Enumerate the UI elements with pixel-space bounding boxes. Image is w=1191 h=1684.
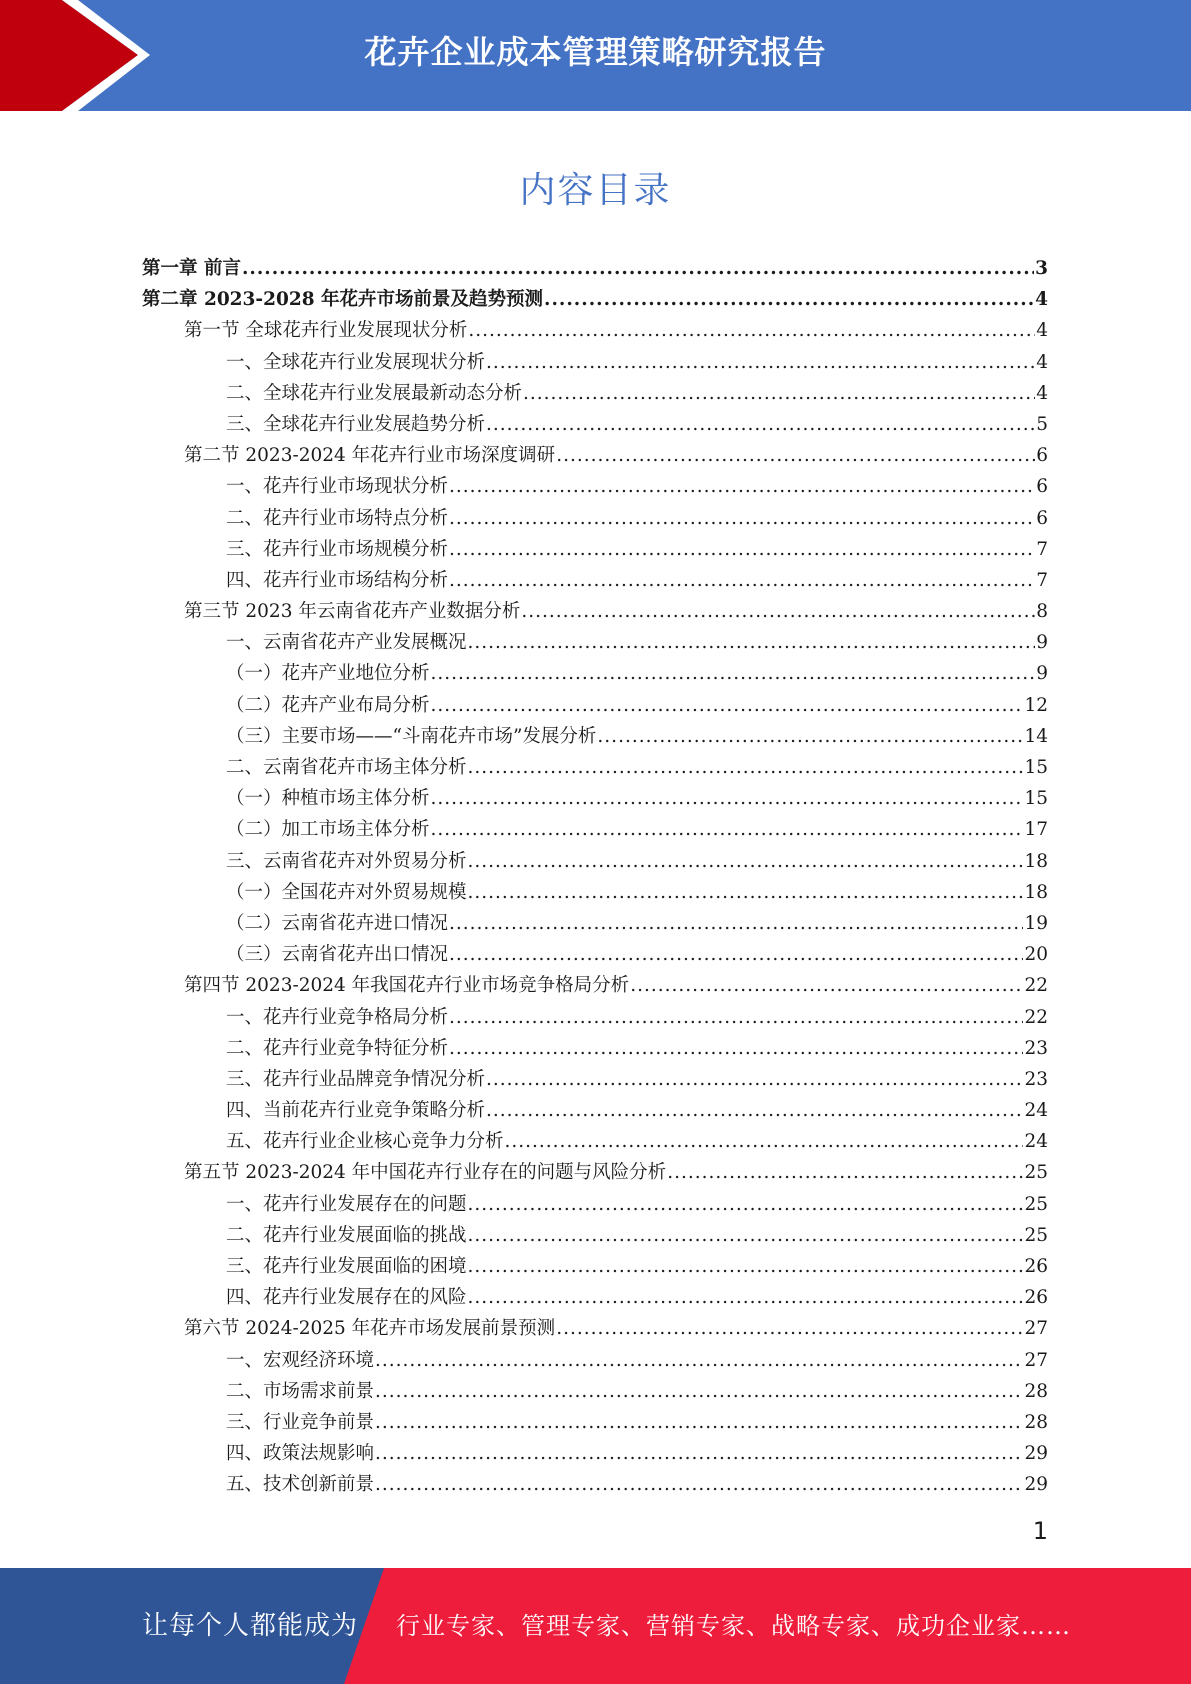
toc-entry-page: 7 bbox=[1036, 569, 1048, 591]
toc-entry[interactable] bbox=[140, 814, 1048, 845]
toc-dot-leader bbox=[449, 939, 1023, 970]
toc-entry-page: 22 bbox=[1024, 975, 1048, 997]
toc-entry-page: 19 bbox=[1024, 912, 1048, 934]
toc-entry-label: 第二章 2023-2028 年花卉市场前景及趋势预测 bbox=[142, 289, 544, 311]
toc-entry-page: 15 bbox=[1024, 788, 1048, 810]
toc-entry-page: 12 bbox=[1024, 694, 1048, 716]
toc-entry-label: 第三节 2023 年云南省花卉产业数据分析 bbox=[184, 601, 521, 623]
toc-entry-label: 四、花卉行业发展存在的风险 bbox=[226, 1287, 467, 1309]
toc-dot-leader bbox=[505, 1126, 1024, 1157]
toc-dot-leader bbox=[431, 690, 1024, 721]
toc-entry-label: 四、当前花卉行业竞争策略分析 bbox=[226, 1100, 486, 1122]
toc-entry-label: 五、花卉行业企业核心竞争力分析 bbox=[226, 1131, 504, 1153]
toc-dot-leader bbox=[449, 565, 1035, 596]
toc-entry-label: （三）主要市场——“斗南花卉市场”发展分析 bbox=[226, 725, 597, 747]
toc-entry-label: （一）种植市场主体分析 bbox=[226, 788, 430, 810]
toc-entry-page: 23 bbox=[1024, 1068, 1048, 1090]
toc-entry[interactable] bbox=[140, 908, 1048, 939]
toc-entry[interactable] bbox=[140, 690, 1048, 721]
toc-dot-leader bbox=[468, 752, 1024, 783]
toc-dot-leader bbox=[630, 970, 1023, 1001]
toc-entry[interactable] bbox=[140, 1251, 1048, 1282]
toc-entry[interactable] bbox=[140, 378, 1048, 409]
toc-entry[interactable] bbox=[140, 471, 1048, 502]
toc-entry[interactable] bbox=[140, 721, 1048, 752]
toc-entry-label: 一、花卉行业发展存在的问题 bbox=[226, 1193, 467, 1215]
toc-entry[interactable] bbox=[140, 1157, 1048, 1188]
toc-dot-leader bbox=[544, 284, 1034, 315]
toc-entry-label: 二、云南省花卉市场主体分析 bbox=[226, 757, 467, 778]
toc-entry-page: 24 bbox=[1024, 1131, 1048, 1153]
toc-entry-page: 27 bbox=[1024, 1318, 1048, 1340]
toc-entry-label: 第一节 全球花卉行业发展现状分析 bbox=[184, 320, 468, 342]
report-footer bbox=[0, 1568, 1191, 1684]
toc-dot-leader bbox=[431, 814, 1024, 845]
toc-dot-leader bbox=[486, 1064, 1023, 1095]
toc-entry-label: （三）云南省花卉出口情况 bbox=[226, 944, 449, 966]
toc-entry[interactable] bbox=[140, 658, 1048, 689]
toc-entry-label: 第二节 2023-2024 年花卉行业市场深度调研 bbox=[184, 445, 556, 467]
toc-entry[interactable] bbox=[140, 1064, 1048, 1095]
toc-entry-page: 25 bbox=[1024, 1162, 1048, 1184]
toc-entry-page: 9 bbox=[1036, 632, 1048, 654]
toc-entry[interactable] bbox=[140, 1033, 1048, 1064]
toc-entry-label: 二、市场需求前景 bbox=[226, 1380, 375, 1402]
page-number: 1 bbox=[1032, 1517, 1048, 1545]
toc-entry[interactable] bbox=[140, 503, 1048, 534]
toc-dot-leader bbox=[486, 347, 1035, 378]
toc-entry-label: 二、花卉行业发展面临的挑战 bbox=[226, 1224, 467, 1246]
toc-entry-page: 17 bbox=[1024, 819, 1048, 841]
toc-dot-leader bbox=[449, 534, 1035, 565]
toc-dot-leader bbox=[468, 1251, 1024, 1282]
toc-entry-label: 二、花卉行业竞争特征分析 bbox=[226, 1037, 449, 1059]
toc-entry-label: 一、全球花卉行业发展现状分析 bbox=[226, 351, 486, 373]
toc-entry-label: 第四节 2023-2024 年我国花卉行业市场竞争格局分析 bbox=[184, 975, 630, 997]
toc-entry[interactable] bbox=[140, 1345, 1048, 1376]
toc-entry[interactable] bbox=[140, 409, 1048, 440]
report-title: 花卉企业成本管理策略研究报告 bbox=[364, 33, 827, 71]
toc-entry-label: 四、政策法规影响 bbox=[226, 1443, 375, 1465]
toc-dot-leader bbox=[431, 783, 1024, 814]
toc-dot-leader bbox=[449, 471, 1035, 502]
toc-entry[interactable] bbox=[140, 1407, 1048, 1438]
toc-dot-leader bbox=[449, 908, 1023, 939]
toc-entry-page: 24 bbox=[1024, 1100, 1048, 1122]
toc-entry-page: 25 bbox=[1024, 1224, 1048, 1246]
toc-entry-label: 一、云南省花卉产业发展概况 bbox=[226, 632, 467, 654]
toc-entry-page: 15 bbox=[1024, 757, 1048, 778]
toc-entry[interactable] bbox=[140, 1438, 1048, 1469]
toc-entry-page: 4 bbox=[1036, 320, 1048, 342]
toc-entry-page: 26 bbox=[1024, 1287, 1048, 1309]
toc-entry-label: 一、花卉行业竞争格局分析 bbox=[226, 1006, 449, 1028]
toc-entry[interactable] bbox=[140, 440, 1048, 471]
toc-entry[interactable] bbox=[140, 315, 1048, 346]
toc-title: 内容目录 bbox=[519, 170, 672, 211]
toc-entry-page: 22 bbox=[1024, 1006, 1048, 1028]
toc-entry-page: 6 bbox=[1036, 445, 1048, 467]
toc-dot-leader bbox=[375, 1376, 1023, 1407]
toc-dot-leader bbox=[449, 1002, 1023, 1033]
toc-entry-page: 4 bbox=[1036, 382, 1048, 404]
toc-entry-label: 三、行业竞争前景 bbox=[226, 1411, 375, 1433]
toc-entry-label: 三、花卉行业品牌竞争情况分析 bbox=[226, 1068, 486, 1090]
toc-entry[interactable] bbox=[140, 752, 1048, 783]
toc-entry-label: （一）花卉产业地位分析 bbox=[226, 663, 430, 685]
toc-entry-label: 一、花卉行业市场现状分析 bbox=[226, 476, 449, 498]
toc-dot-leader bbox=[468, 846, 1024, 877]
footer-slogan-right: 行业专家、管理专家、营销专家、战略专家、成功企业家…… bbox=[396, 1612, 1071, 1640]
toc-entry[interactable] bbox=[140, 1095, 1048, 1126]
toc-entry[interactable] bbox=[140, 1126, 1048, 1157]
toc-entry-page: 29 bbox=[1024, 1443, 1048, 1465]
toc-entry[interactable] bbox=[140, 1313, 1048, 1344]
report-header bbox=[0, 0, 1191, 111]
toc-entry[interactable] bbox=[140, 627, 1048, 658]
toc-entry-page: 4 bbox=[1035, 289, 1048, 311]
toc-dot-leader bbox=[375, 1407, 1023, 1438]
toc-entry-label: 二、全球花卉行业发展最新动态分析 bbox=[226, 382, 523, 404]
toc-dot-leader bbox=[468, 315, 1035, 346]
toc-dot-leader bbox=[468, 627, 1036, 658]
toc-entry[interactable] bbox=[140, 1376, 1048, 1407]
toc-entry[interactable] bbox=[140, 1469, 1048, 1500]
toc-entry-page: 29 bbox=[1024, 1474, 1048, 1496]
toc-entry-page: 3 bbox=[1035, 258, 1048, 279]
toc-dot-leader bbox=[242, 253, 1034, 284]
toc-entry-page: 26 bbox=[1024, 1256, 1048, 1277]
toc-entry-page: 4 bbox=[1036, 351, 1048, 373]
toc-entry-label: （二）云南省花卉进口情况 bbox=[226, 912, 449, 934]
toc-entry-label: 三、花卉行业发展面临的困境 bbox=[226, 1256, 467, 1277]
toc-dot-leader bbox=[486, 1095, 1023, 1126]
toc-entry-page: 6 bbox=[1036, 507, 1048, 529]
toc-entry-label: （一）全国花卉对外贸易规模 bbox=[226, 881, 467, 903]
toc-entry[interactable] bbox=[140, 970, 1048, 1001]
toc-entry-page: 23 bbox=[1024, 1037, 1048, 1059]
toc-entry-page: 20 bbox=[1024, 944, 1048, 966]
toc-entry[interactable] bbox=[140, 846, 1048, 877]
toc-entry-page: 7 bbox=[1036, 538, 1048, 560]
toc-dot-leader bbox=[468, 1220, 1024, 1251]
toc-dot-leader bbox=[375, 1469, 1023, 1500]
toc-entry-label: 第一章 前言 bbox=[142, 258, 241, 279]
toc-dot-leader bbox=[468, 1282, 1024, 1313]
toc-entry[interactable] bbox=[140, 1282, 1048, 1313]
toc-entry-label: 五、技术创新前景 bbox=[226, 1474, 375, 1496]
toc-dot-leader bbox=[468, 1189, 1024, 1220]
toc-entry-label: 四、花卉行业市场结构分析 bbox=[226, 569, 449, 591]
toc-entry-label: 三、云南省花卉对外贸易分析 bbox=[226, 850, 467, 872]
toc-entry[interactable] bbox=[140, 253, 1048, 284]
toc-entry[interactable] bbox=[140, 877, 1048, 908]
toc-entry-label: 二、花卉行业市场特点分析 bbox=[226, 507, 449, 529]
toc-entry-page: 28 bbox=[1024, 1380, 1048, 1402]
toc-dot-leader bbox=[486, 409, 1035, 440]
toc-entry-label: 一、宏观经济环境 bbox=[226, 1349, 375, 1371]
toc-entry[interactable] bbox=[140, 1189, 1048, 1220]
toc-entry-page: 14 bbox=[1024, 725, 1048, 747]
toc-dot-leader bbox=[468, 877, 1024, 908]
toc-dot-leader bbox=[597, 721, 1023, 752]
table-of-contents bbox=[140, 253, 1048, 1501]
toc-entry-label: 第六节 2024-2025 年花卉市场发展前景预测 bbox=[184, 1318, 556, 1340]
toc-entry-page: 18 bbox=[1024, 850, 1048, 872]
toc-dot-leader bbox=[556, 440, 1035, 471]
toc-entry-page: 27 bbox=[1024, 1349, 1048, 1371]
toc-entry[interactable] bbox=[140, 939, 1048, 970]
toc-entry-label: （二）花卉产业布局分析 bbox=[226, 694, 430, 716]
toc-entry-label: 第五节 2023-2024 年中国花卉行业存在的问题与风险分析 bbox=[184, 1162, 667, 1184]
toc-dot-leader bbox=[375, 1345, 1023, 1376]
toc-dot-leader bbox=[556, 1313, 1023, 1344]
toc-entry-page: 28 bbox=[1024, 1411, 1048, 1433]
toc-entry-label: （二）加工市场主体分析 bbox=[226, 819, 430, 841]
toc-dot-leader bbox=[375, 1438, 1023, 1469]
toc-dot-leader bbox=[667, 1157, 1023, 1188]
toc-entry-page: 25 bbox=[1024, 1193, 1048, 1215]
toc-entry-page: 5 bbox=[1036, 413, 1048, 435]
toc-dot-leader bbox=[523, 378, 1035, 409]
toc-entry[interactable] bbox=[140, 347, 1048, 378]
toc-entry[interactable] bbox=[140, 284, 1048, 315]
toc-entry[interactable] bbox=[140, 534, 1048, 565]
toc-entry-label: 三、花卉行业市场规模分析 bbox=[226, 538, 449, 560]
toc-dot-leader bbox=[449, 1033, 1023, 1064]
toc-dot-leader bbox=[431, 658, 1036, 689]
toc-entry[interactable] bbox=[140, 1002, 1048, 1033]
toc-entry-page: 8 bbox=[1036, 601, 1048, 623]
toc-entry[interactable] bbox=[140, 783, 1048, 814]
toc-dot-leader bbox=[521, 596, 1035, 627]
toc-entry[interactable] bbox=[140, 565, 1048, 596]
toc-entry-page: 6 bbox=[1036, 476, 1048, 498]
toc-dot-leader bbox=[449, 503, 1035, 534]
toc-entry-page: 18 bbox=[1024, 881, 1048, 903]
toc-entry-label: 三、全球花卉行业发展趋势分析 bbox=[226, 413, 486, 435]
toc-entry-page: 9 bbox=[1036, 663, 1048, 685]
toc-entry[interactable] bbox=[140, 596, 1048, 627]
footer-slogan-left: 让每个人都能成为 bbox=[142, 1611, 359, 1641]
toc-entry[interactable] bbox=[140, 1220, 1048, 1251]
